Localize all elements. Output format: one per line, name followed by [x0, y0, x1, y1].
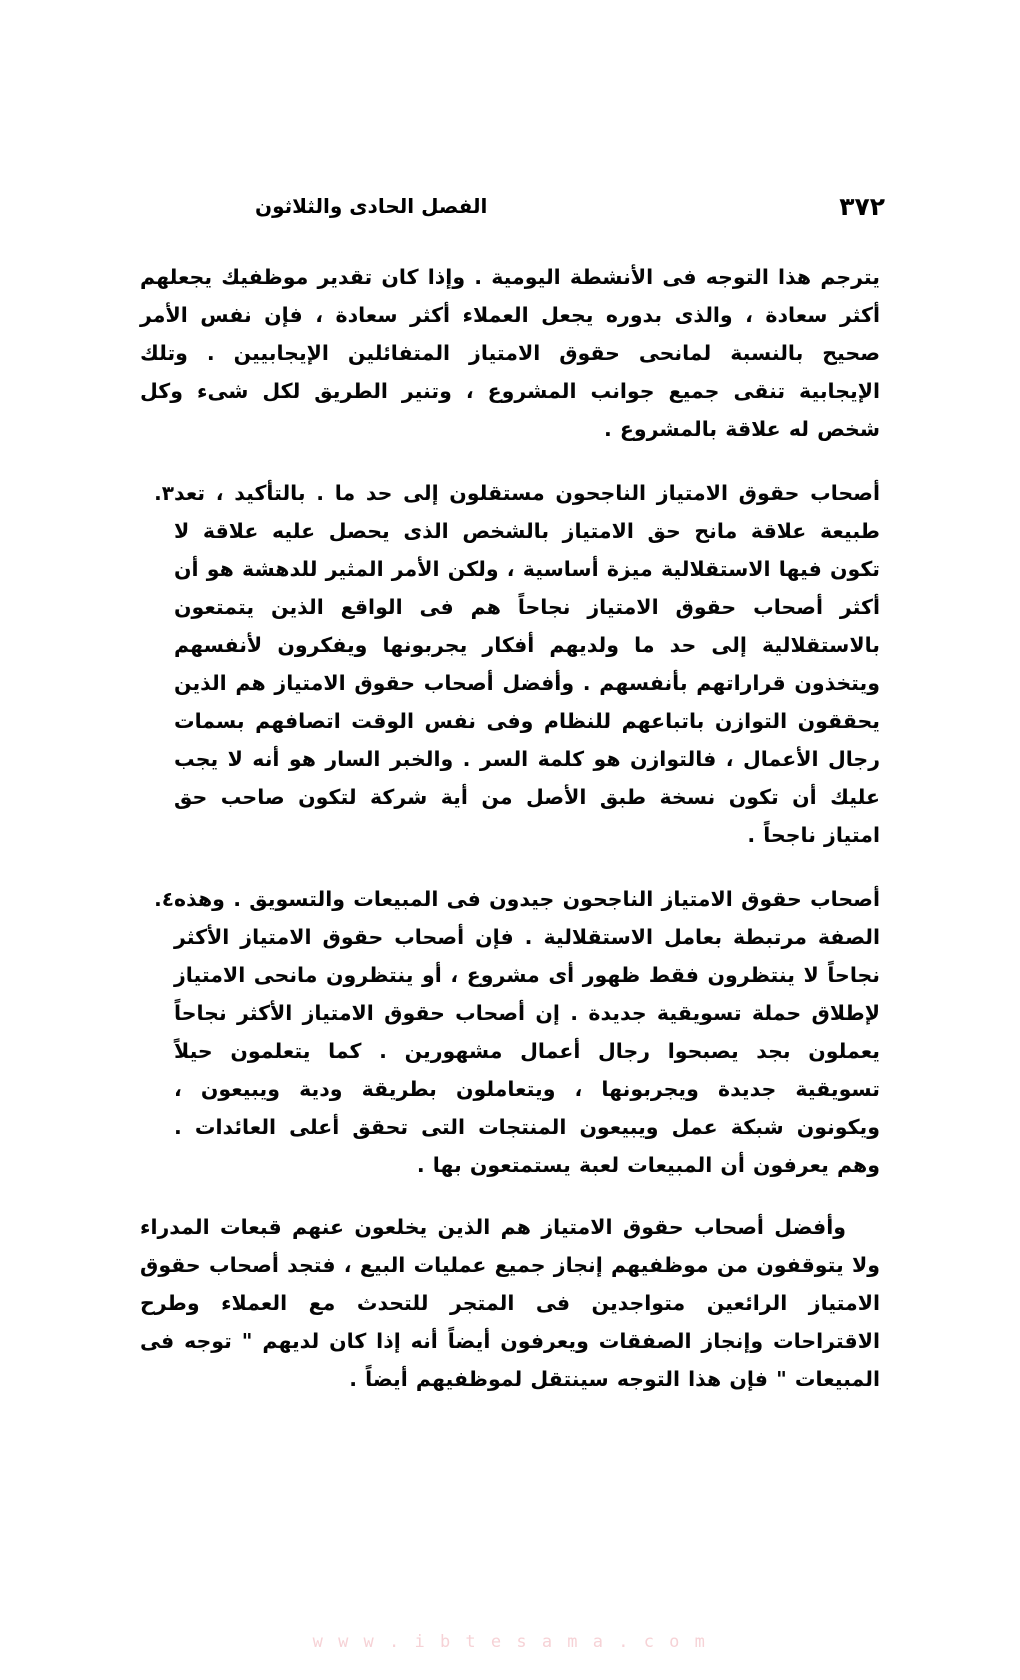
list-item: [140, 474, 880, 854]
list-item-text: أصحاب حقوق الامتياز الناجحون جيدون فى المبيعات والتسويق . وهذه الصفة مرتبطة بعامل الاستقلالية . فإن أصحاب حقوق الامتياز الأكثر نجاحاً لا ينتظرون فقط ظهور أى مشروع ، أو ينتظرون مانحى الامتياز لإطلاق حملة تسويقية جديدة . إن أصحاب حقوق الامتياز الأكثر نجاحاً يعملون بجد يصبحوا رجال أعمال مشهورين . كما يتعلمون حيلاً تسويقية جديدة ويجربونها ، ويتعاملون بطريقة ودية ويبيعون ، ويكونون شبكة عمل ويبيعون المنتجات التى تحقق أعلى العائدات . وهم يعرفون أن المبيعات لعبة يستمتعون بها .: [174, 887, 880, 1177]
running-head: [135, 186, 885, 226]
paragraph-spacer: [140, 858, 880, 870]
site-watermark: w w w . i b t e s a m a . c o m: [312, 1632, 708, 1652]
page-body: [140, 258, 880, 1402]
list-item-text: أصحاب حقوق الامتياز الناجحون مستقلون إلى حد ما . بالتأكيد ، تعد طبيعة علاقة مانح حق الامتياز بالشخص الذى يحصل عليه علاقة لا تكون فيها الاستقلالية ميزة أساسية ، ولكن الأمر المثير للدهشة هو أن أكثر أصحاب حقوق الامتياز نجاحاً هم فى الواقع الذين يتمتعون بالاستقلالية إلى حد ما ولديهم أفكار يجربونها ويفكرون لأنفسهم ويتخذون قراراتهم بأنفسهم . وأفضل أصحاب حقوق الامتياز هم الذين يحققون التوازن باتباعهم للنظام وفى نفس الوقت اتصافهم بسمات رجال الأعمال ، فالتوازن هو كلمة السر . والخبر السار هو أنه لا يجب عليك أن تكون نسخة طبق الأصل من أية شركة لتكون صاحب حق امتياز ناجحاً .: [174, 481, 880, 847]
paragraph-spacer: [140, 1188, 880, 1208]
closing-paragraph: وأفضل أصحاب حقوق الامتياز هم الذين يخلعون عنهم قبعات المدراء ولا يتوقفون من موظفيهم إنجاز جميع عمليات البيع ، فتجد أصحاب حقوق الامتياز الرائعين متواجدين فى المتجر للتحدث مع العملاء وطرح الاقتراحات وإنجاز الصفقات ويعرفون أيضاً أنه إذا كان لديهم " توجه فى المبيعات " فإن هذا التوجه سينتقل لموظفيهم أيضاً .: [140, 1215, 880, 1391]
chapter-title: الفصل الحادى والثلاثون: [255, 194, 488, 218]
intro-paragraph: يترجم هذا التوجه فى الأنشطة اليومية . وإذا كان تقدير موظفيك يجعلهم أكثر سعادة ، والذى بدوره يجعل العملاء أكثر سعادة ، فإن نفس الأمر صحيح بالنسبة لمانحى حقوق الامتياز المتفائلين الإيجابيين . وتلك الإيجابية تنقى جميع جوانب المشروع ، وتنير الطريق لكل شىء وكل شخص له علاقة بالمشروع .: [140, 265, 880, 441]
page-number: ٣٧٢: [839, 191, 885, 221]
list-item: [140, 880, 880, 1184]
list-item-marker: ٣.: [154, 481, 174, 505]
list-item-marker: ٤.: [154, 887, 174, 911]
paragraph-spacer: [140, 452, 880, 464]
